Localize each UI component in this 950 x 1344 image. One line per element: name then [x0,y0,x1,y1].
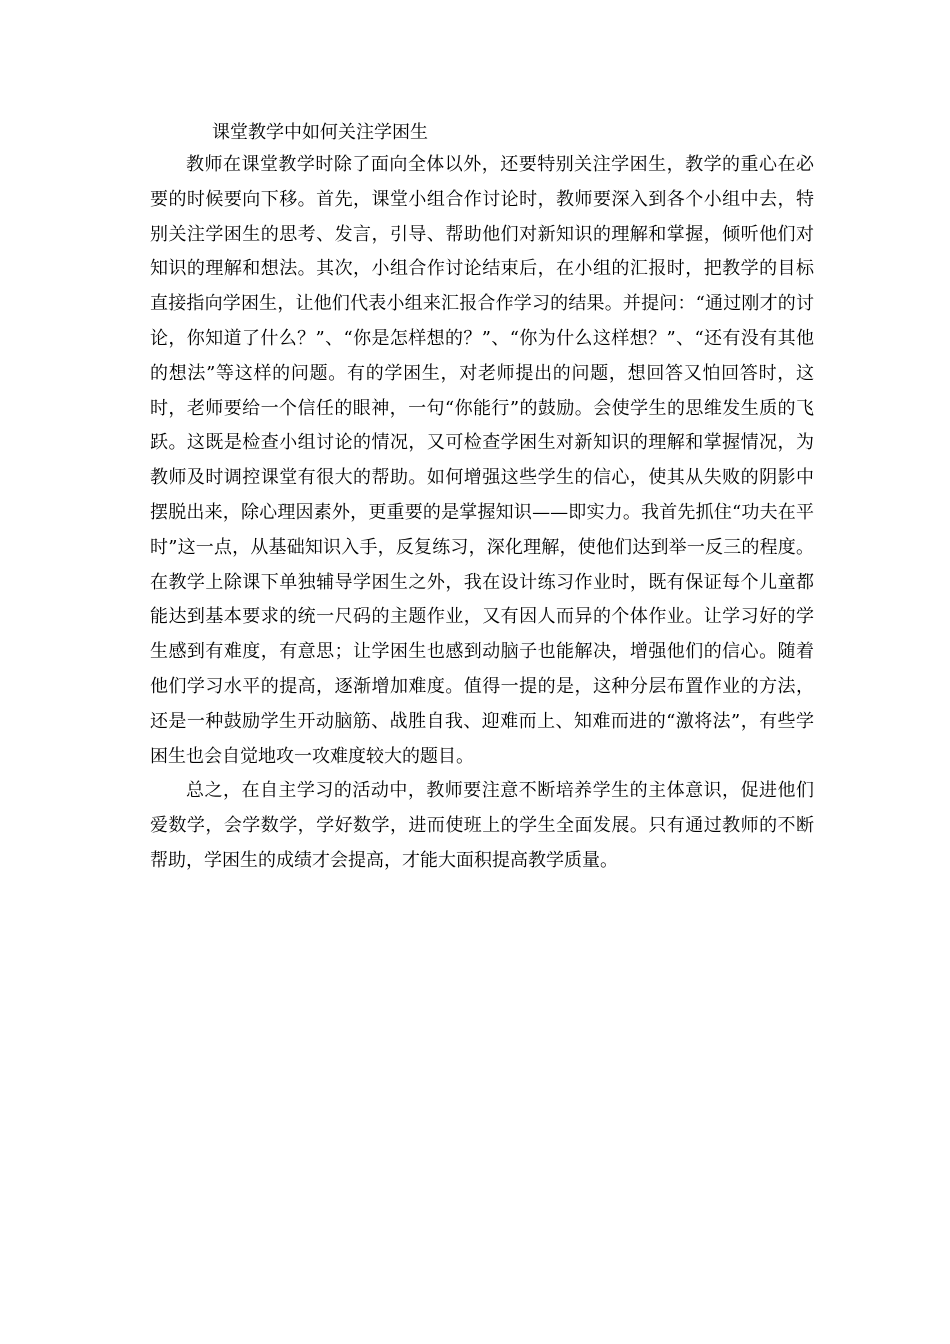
paragraph-1: 教师在课堂教学时除了面向全体以外，还要特别关注学困生，教学的重心在必要的时候要向下移。首先，课堂小组合作讨论时，教师要深入到各个小组中去，特别关注学困生的思考、发言，引导、帮助他们对新知识的理解和掌握，倾听他们对知识的理解和想法。其次，小组合作讨论结束后，在小组的汇报时，把教学的目标直接指向学困生，让他们代表小组来汇报合作学习的结果。并提问：“通过刚才的讨论，你知道了什么？”、“你是怎样想的？”、“你为什么这样想？”、“还有没有其他的想法”等这样的问题。有的学困生，对老师提出的问题，想回答又怕回答时，这时，老师要给一个信任的眼神，一句“你能行”的鼓励。会使学生的思维发生质的飞跃。这既是检查小组讨论的情况，又可检查学困生对新知识的理解和掌握情况，为教师及时调控课堂有很大的帮助。如何增强这些学生的信心，使其从失败的阴影中摆脱出来，除心理因素外，更重要的是掌握知识——即实力。我首先抓住“功夫在平时”这一点，从基础知识入手，反复练习，深化理解，使他们达到举一反三的程度。在教学上除课下单独辅导学困生之外，我在设计练习作业时，既有保证每个儿童都能达到基本要求的统一尺码的主题作业，又有因人而异的个体作业。让学习好的学生感到有难度，有意思；让学困生也感到动脑子也能解决，增强他们的信心。随着他们学习水平的提高，逐渐增加难度。值得一提的是，这种分层布置作业的方法，还是一种鼓励学生开动脑筋、战胜自我、迎难而上、知难而进的“激将法”，有些学困生也会自觉地攻一攻难度较大的题目。 [150,154,814,767]
document-body [150,148,814,879]
document-title: 课堂教学中如何关注学困生 [212,122,428,143]
paragraph-2: 总之，在自主学习的活动中，教师要注意不断培养学生的主体意识，促进他们爱数学，会学数学，学好数学，进而使班上的学生全面发展。只有通过教师的不断帮助，学困生的成绩才会提高，才能大面积提高教学质量。 [150,780,814,871]
